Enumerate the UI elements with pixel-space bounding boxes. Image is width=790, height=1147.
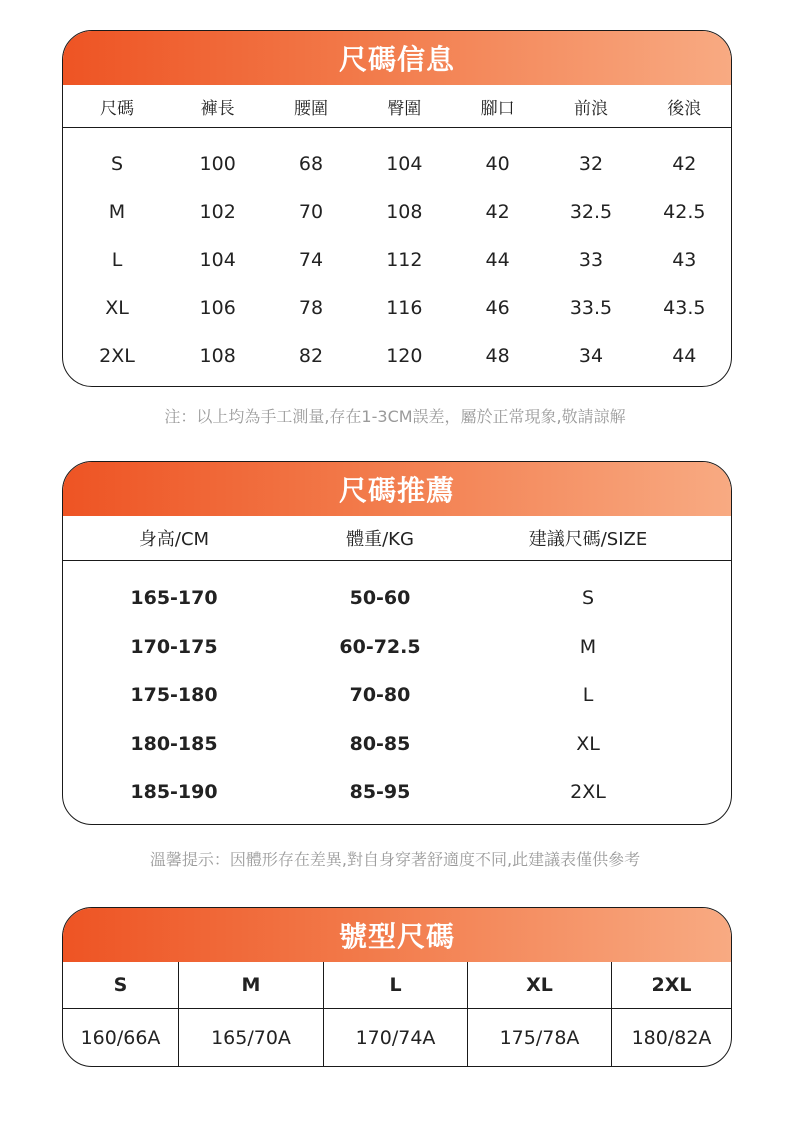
size-code-row bbox=[63, 1009, 731, 1067]
column-header: 腰圍 bbox=[293, 98, 328, 119]
table-cell: 40 bbox=[485, 153, 510, 175]
recommend-header-row bbox=[63, 516, 731, 561]
column-header: 體重/KG bbox=[346, 529, 414, 550]
table-row bbox=[63, 284, 731, 332]
table-cell: 116 bbox=[386, 297, 423, 319]
table-row bbox=[63, 236, 731, 284]
table-cell: 34 bbox=[578, 345, 604, 367]
table-cell: 102 bbox=[199, 201, 236, 223]
column-header: 腳口 bbox=[480, 98, 515, 119]
table-cell: 42.5 bbox=[663, 201, 706, 223]
table-cell: 33 bbox=[578, 249, 604, 271]
table-cell: 46 bbox=[485, 297, 510, 319]
size-code: 170/74A bbox=[324, 1009, 468, 1067]
table-row bbox=[63, 140, 731, 188]
size-label: XL bbox=[468, 962, 612, 1008]
height-cell: 185-190 bbox=[130, 781, 218, 804]
table-cell: 70 bbox=[298, 201, 324, 223]
height-cell: 165-170 bbox=[130, 587, 218, 610]
table-cell: 104 bbox=[199, 249, 236, 271]
table-cell: 48 bbox=[485, 345, 510, 367]
table-cell: 104 bbox=[386, 153, 423, 175]
size-label: S bbox=[63, 962, 179, 1008]
table-cell: 82 bbox=[298, 345, 324, 367]
recommend-card bbox=[62, 461, 732, 825]
column-header: 後浪 bbox=[667, 98, 702, 119]
size-info-header-row bbox=[63, 85, 731, 128]
table-row bbox=[63, 188, 731, 236]
column-header: 建議尺碼/SIZE bbox=[528, 529, 648, 550]
column-header: 臀圍 bbox=[387, 98, 422, 119]
size-code: 175/78A bbox=[468, 1009, 612, 1067]
size-label-row bbox=[63, 962, 731, 1009]
size-cell: M bbox=[579, 635, 597, 658]
weight-cell: 50-60 bbox=[349, 587, 411, 610]
table-cell: 44 bbox=[485, 249, 510, 271]
weight-cell: 60-72.5 bbox=[339, 635, 421, 658]
column-header: 前浪 bbox=[573, 98, 608, 119]
size-cell: 2XL bbox=[570, 781, 606, 804]
size-cell: S bbox=[581, 587, 595, 610]
size-label: M bbox=[179, 962, 324, 1008]
table-cell: 68 bbox=[298, 153, 324, 175]
number-size-title: 號型尺碼 bbox=[63, 908, 731, 962]
size-label: L bbox=[324, 962, 468, 1008]
table-cell: 120 bbox=[386, 345, 423, 367]
size-code: 165/70A bbox=[179, 1009, 324, 1067]
size-cell: XL bbox=[576, 732, 600, 755]
table-row bbox=[63, 332, 731, 380]
table-cell: 106 bbox=[199, 297, 236, 319]
table-row bbox=[63, 574, 731, 623]
recommend-title: 尺碼推薦 bbox=[63, 462, 731, 516]
recommend-note: 溫馨提示：因體形存在差異,對自身穿著舒適度不同,此建議表僅供參考 bbox=[149, 850, 641, 869]
table-row bbox=[63, 720, 731, 769]
table-cell: 112 bbox=[386, 249, 423, 271]
table-cell: 32 bbox=[578, 153, 604, 175]
size-info-card bbox=[62, 30, 732, 387]
table-cell: M bbox=[108, 201, 126, 223]
weight-cell: 70-80 bbox=[349, 684, 411, 707]
table-cell: 2XL bbox=[99, 345, 135, 367]
height-cell: 170-175 bbox=[130, 635, 218, 658]
recommend-body bbox=[63, 561, 731, 817]
table-cell: 42 bbox=[672, 153, 697, 175]
table-cell: 32.5 bbox=[569, 201, 613, 223]
table-cell: 42 bbox=[485, 201, 510, 223]
size-label: 2XL bbox=[651, 974, 692, 996]
table-cell: L bbox=[111, 249, 123, 271]
weight-cell: 85-95 bbox=[349, 781, 411, 804]
size-code: 160/66A bbox=[63, 1009, 179, 1067]
table-row bbox=[63, 623, 731, 672]
size-code: 180/82A bbox=[631, 1027, 712, 1049]
table-row bbox=[63, 671, 731, 720]
weight-cell: 80-85 bbox=[349, 732, 411, 755]
height-cell: 180-185 bbox=[130, 732, 218, 755]
table-cell: 33.5 bbox=[569, 297, 613, 319]
table-cell: XL bbox=[105, 297, 129, 319]
table-cell: 44 bbox=[672, 345, 697, 367]
size-info-body bbox=[63, 128, 731, 380]
table-cell: S bbox=[110, 153, 124, 175]
table-cell: 43.5 bbox=[663, 297, 706, 319]
table-cell: 78 bbox=[298, 297, 324, 319]
table-cell: 43 bbox=[672, 249, 697, 271]
height-cell: 175-180 bbox=[130, 684, 218, 707]
table-row bbox=[63, 768, 731, 817]
table-cell: 108 bbox=[386, 201, 423, 223]
size-info-title: 尺碼信息 bbox=[63, 31, 731, 85]
table-cell: 74 bbox=[298, 249, 324, 271]
table-cell: 108 bbox=[199, 345, 236, 367]
table-cell: 100 bbox=[199, 153, 236, 175]
column-header: 尺碼 bbox=[100, 98, 134, 119]
column-header: 身高/CM bbox=[138, 529, 210, 550]
measurement-note: 注：以上均為手工測量,存在1-3CM誤差，屬於正常現象,敬請諒解 bbox=[164, 407, 626, 426]
column-header: 褲長 bbox=[200, 98, 235, 119]
size-cell: L bbox=[582, 684, 594, 707]
number-size-card bbox=[62, 907, 732, 1067]
